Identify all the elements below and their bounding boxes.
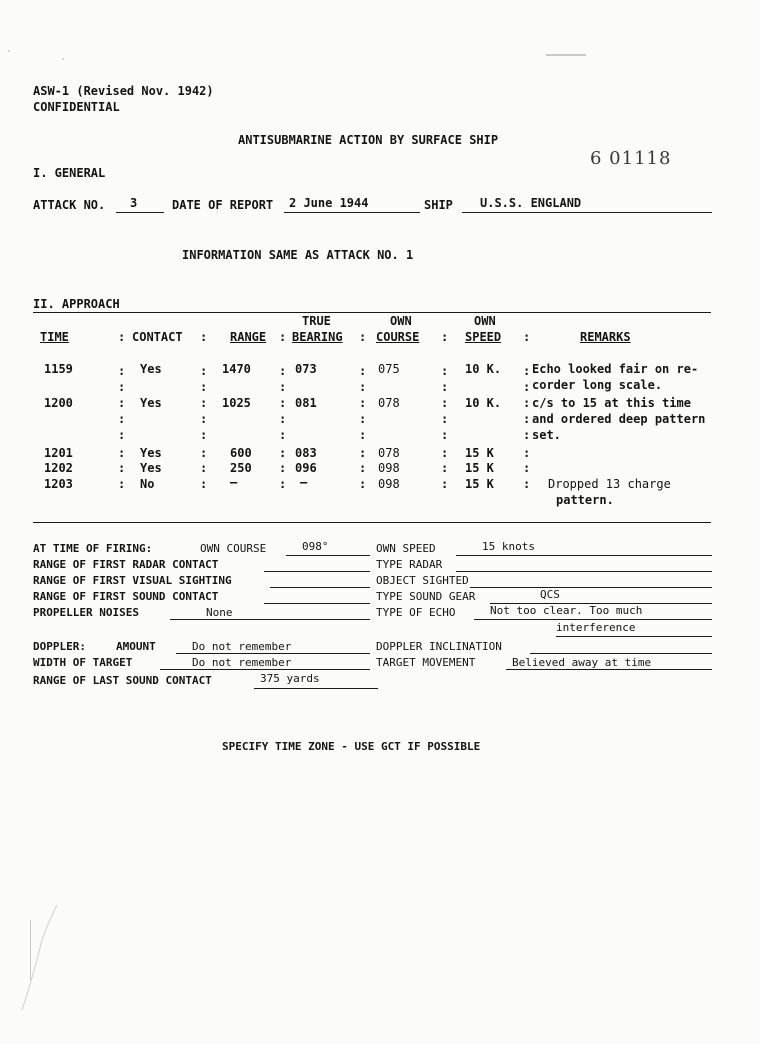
row-time: 1202 (44, 461, 73, 475)
col-remarks: REMARKS (580, 330, 631, 344)
own-course-value: 098° (302, 540, 329, 553)
col-range: RANGE (230, 330, 267, 344)
row-contact: Yes (140, 461, 162, 475)
classification: CONFIDENTIAL (33, 100, 120, 114)
row-speed: 15 K (465, 446, 494, 460)
col-sep: : (200, 330, 208, 344)
ship-underline (462, 212, 712, 213)
row-course: 078 (378, 446, 400, 460)
scan-speck (8, 50, 10, 52)
scan-speck (62, 58, 64, 60)
pencil-mark (12, 900, 72, 1020)
radar-contact-label: RANGE OF FIRST RADAR CONTACT (33, 558, 219, 571)
own-course-label: OWN COURSE (200, 542, 267, 555)
row-range: — (230, 475, 238, 489)
scan-smudge (546, 54, 586, 56)
object-sighted-label: OBJECT SIGHTED (376, 574, 469, 587)
sound-contact-underline (264, 603, 370, 604)
row-remarks-line: Dropped 13 charge (548, 477, 671, 491)
row-range: 1025 (222, 396, 251, 410)
row-remarks-line: corder long scale. (532, 378, 663, 392)
document-title: ANTISUBMARINE ACTION BY SURFACE SHIP (238, 133, 499, 147)
type-of-echo-value-2: interference (556, 621, 636, 634)
row-bearing: 083 (295, 446, 317, 460)
doppler-amount-underline (176, 653, 370, 654)
approach-top-rule (33, 312, 711, 313)
target-movement-label: TARGET MOVEMENT (376, 656, 476, 669)
date-label: DATE OF REPORT (172, 198, 274, 212)
row-course: 098 (378, 477, 400, 491)
col-time: TIME (40, 330, 69, 344)
row-speed: 15 K (465, 477, 494, 491)
sound-gear-label: TYPE SOUND GEAR (376, 590, 476, 603)
ship-label: SHIP (424, 198, 453, 212)
col-course-top: OWN (390, 314, 412, 328)
col-bearing-top: TRUE (302, 314, 331, 328)
radar-contact-underline (264, 571, 370, 572)
row-time: 1201 (44, 446, 73, 460)
row-range: 250 (230, 461, 252, 475)
row-course: 075 (378, 362, 400, 376)
row-contact: Yes (140, 446, 162, 460)
approach-bottom-rule (33, 522, 711, 523)
col-speed-top: OWN (474, 314, 496, 328)
date-value: 2 June 1944 (289, 196, 369, 210)
footer-note: SPECIFY TIME ZONE - USE GCT IF POSSIBLE (222, 740, 481, 753)
col-course: COURSE (376, 330, 420, 344)
doppler-amount-label: AMOUNT (116, 640, 156, 653)
attack-no-label: ATTACK NO. (33, 198, 106, 212)
row-speed: 10 K. (465, 362, 502, 376)
row-contact: Yes (140, 396, 162, 410)
sound-gear-value: QCS (540, 588, 560, 601)
col-sep: : (118, 330, 126, 344)
propeller-noises-value: None (206, 606, 233, 619)
type-of-echo-underline (474, 619, 712, 620)
row-bearing: 096 (295, 461, 317, 475)
row-remarks-line: Echo looked fair on re- (532, 362, 699, 376)
target-movement-underline (506, 669, 712, 670)
row-remarks-line: and ordered deep pattern (532, 412, 706, 426)
visual-sighting-underline (270, 587, 370, 588)
object-sighted-underline (470, 587, 712, 588)
target-movement-value: Believed away at time (512, 656, 652, 669)
row-contact: No (140, 477, 155, 491)
time-of-firing-label: AT TIME OF FIRING: (33, 542, 153, 555)
col-sep: : (359, 330, 367, 344)
row-contact: Yes (140, 362, 162, 376)
doppler-label: DOPPLER: (33, 640, 86, 653)
row-bearing: – (300, 475, 308, 489)
general-note: INFORMATION SAME AS ATTACK NO. 1 (182, 248, 414, 262)
width-of-target-underline (160, 669, 370, 670)
row-speed: 10 K. (465, 396, 502, 410)
visual-sighting-label: RANGE OF FIRST VISUAL SIGHTING (33, 574, 232, 587)
col-speed: SPEED (465, 330, 502, 344)
row-remarks-line: c/s to 15 at this time (532, 396, 691, 410)
row-bearing: 073 (295, 362, 317, 376)
last-sound-contact-value: 375 yards (260, 672, 320, 685)
ship-value: U.S.S. ENGLAND (480, 196, 582, 210)
row-time: 1159 (44, 362, 73, 376)
width-of-target-label: WIDTH OF TARGET (33, 656, 133, 669)
row-course: 078 (378, 396, 400, 410)
col-sep: : (279, 330, 287, 344)
width-of-target-value: Do not remember (192, 656, 292, 669)
col-sep: : (441, 330, 449, 344)
doppler-inclination-label: DOPPLER INCLINATION (376, 640, 502, 653)
attack-no-underline (116, 212, 164, 213)
type-radar-underline (456, 571, 712, 572)
type-of-echo-label: TYPE OF ECHO (376, 606, 456, 619)
row-bearing: 081 (295, 396, 317, 410)
row-time: 1203 (44, 477, 73, 491)
doppler-amount-value: Do not remember (192, 640, 292, 653)
section-approach-heading: II. APPROACH (33, 297, 120, 311)
last-sound-underline (254, 688, 378, 689)
doppler-inclination-underline (530, 653, 712, 654)
own-speed-label: OWN SPEED (376, 542, 436, 555)
row-range: 600 (230, 446, 252, 460)
form-id: ASW-1 (Revised Nov. 1942) (33, 84, 214, 98)
own-speed-value: 15 knots (482, 540, 535, 553)
row-time: 1200 (44, 396, 73, 410)
sound-contact-label: RANGE OF FIRST SOUND CONTACT (33, 590, 219, 603)
col-sep: : (523, 330, 531, 344)
row-remarks-line: pattern. (556, 493, 614, 507)
row-remarks-line: set. (532, 428, 561, 442)
own-speed-underline (456, 555, 712, 556)
section-general-heading: I. GENERAL (33, 166, 106, 180)
col-bearing: BEARING (292, 330, 343, 344)
row-course: 098 (378, 461, 400, 475)
date-underline (284, 212, 420, 213)
serial-number: 6 01118 (590, 148, 672, 169)
type-of-echo-value: Not too clear. Too much (490, 604, 643, 617)
type-radar-label: TYPE RADAR (376, 558, 443, 571)
row-speed: 15 K (465, 461, 494, 475)
last-sound-contact-label: RANGE OF LAST SOUND CONTACT (33, 674, 212, 687)
col-contact: CONTACT (132, 330, 183, 344)
propeller-underline (170, 619, 370, 620)
own-course-underline (286, 555, 370, 556)
row-range: 1470 (222, 362, 251, 376)
attack-no-value: 3 (130, 196, 138, 210)
type-of-echo-underline-2 (556, 636, 712, 637)
propeller-noises-label: PROPELLER NOISES (33, 606, 139, 619)
